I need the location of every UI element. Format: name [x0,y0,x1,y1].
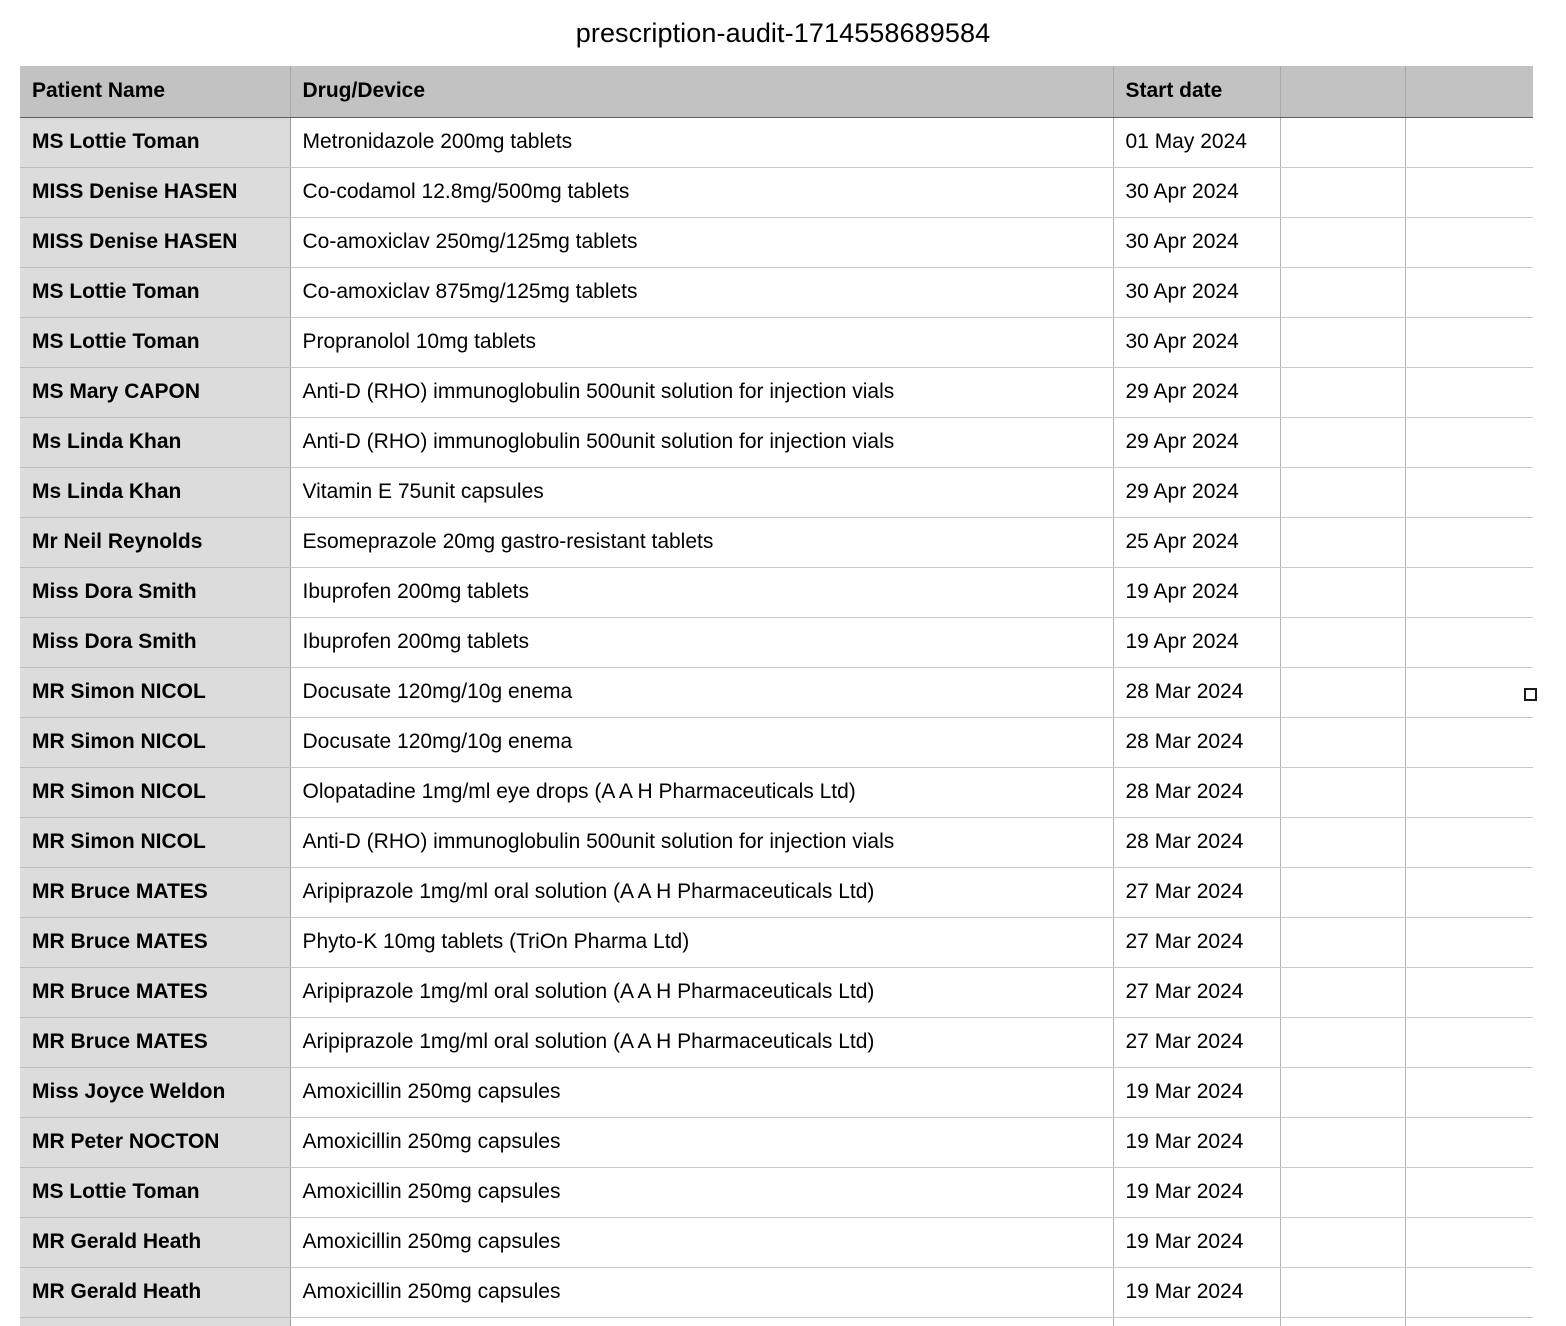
cell-blank-1[interactable] [1280,867,1405,917]
cell-blank-2[interactable] [1405,367,1533,417]
cell-blank-1[interactable] [1280,217,1405,267]
cell-start-date[interactable]: 27 Mar 2024 [1113,867,1280,917]
table-row[interactable] [20,767,1533,817]
table-row[interactable] [20,617,1533,667]
table-row[interactable] [20,967,1533,1017]
cell-start-date[interactable]: 19 Apr 2024 [1113,617,1280,667]
cell-blank-1[interactable] [1280,1017,1405,1067]
cell-blank-1[interactable] [1280,267,1405,317]
table-row[interactable] [20,817,1533,867]
cell-drug-device[interactable]: Amoxicillin 250mg capsules [290,1217,1113,1267]
table-row[interactable] [20,317,1533,367]
table-row[interactable] [20,1317,1533,1326]
cell-drug-device[interactable]: Phyto-K 10mg tablets (TriOn Pharma Ltd) [290,917,1113,967]
cell-drug-device[interactable]: Docusate 120mg/10g enema [290,717,1113,767]
cell-drug-device[interactable]: Co-codamol 12.8mg/500mg tablets [290,167,1113,217]
cell-patient-name[interactable]: MR Gerald Heath [20,1267,290,1317]
cell-blank-1[interactable] [1280,1167,1405,1217]
cell-start-date[interactable]: 19 Mar 2024 [1113,1167,1280,1217]
cell-start-date[interactable]: 30 Apr 2024 [1113,267,1280,317]
prescription-audit-table [20,66,1533,1326]
cell-blank-2[interactable] [1405,717,1533,767]
column-header-blank-2[interactable] [1405,66,1533,117]
cell-start-date[interactable]: 29 Apr 2024 [1113,367,1280,417]
cell-blank-1[interactable] [1280,717,1405,767]
cell-blank-2[interactable] [1405,1067,1533,1117]
cell-blank-2[interactable] [1405,1117,1533,1167]
table-row[interactable] [20,117,1533,167]
cell-start-date[interactable]: 29 Apr 2024 [1113,417,1280,467]
cell-blank-1[interactable] [1280,1317,1405,1326]
cell-start-date[interactable]: 19 Mar 2024 [1113,1117,1280,1167]
cell-blank-2[interactable] [1405,517,1533,567]
cell-drug-device[interactable]: Amoxicillin 250mg capsules [290,1067,1113,1117]
cell-patient-name[interactable] [20,1317,290,1326]
cell-drug-device[interactable]: Anti-D (RHO) immunoglobulin 500unit solution for injection vials [290,417,1113,467]
cell-drug-device[interactable]: Amoxicillin 250mg capsules [290,1267,1113,1317]
cell-drug-device[interactable]: Anti-D (RHO) immunoglobulin 500unit solution for injection vials [290,817,1113,867]
cell-patient-name[interactable]: MS Lottie Toman [20,1167,290,1217]
cell-patient-name[interactable]: MR Bruce MATES [20,917,290,967]
cell-start-date[interactable]: 30 Apr 2024 [1113,167,1280,217]
cell-blank-2[interactable] [1405,567,1533,617]
cell-drug-device[interactable]: Ibuprofen 200mg tablets [290,617,1113,667]
cell-start-date[interactable]: 19 Mar 2024 [1113,1217,1280,1267]
cell-start-date[interactable]: 27 Mar 2024 [1113,1017,1280,1067]
table-header-row [20,66,1533,117]
cell-start-date[interactable]: 30 Apr 2024 [1113,317,1280,367]
cell-patient-name[interactable]: MR Bruce MATES [20,867,290,917]
cell-patient-name[interactable]: MR Bruce MATES [20,967,290,1017]
cell-patient-name[interactable]: MISS Denise HASEN [20,167,290,217]
table-row[interactable] [20,417,1533,467]
table-row[interactable] [20,1167,1533,1217]
cell-drug-device[interactable]: Anti-D (RHO) immunoglobulin 500unit solution for injection vials [290,367,1113,417]
cell-blank-1[interactable] [1280,117,1405,167]
cell-patient-name[interactable]: MR Simon NICOL [20,717,290,767]
cell-blank-1[interactable] [1280,167,1405,217]
cell-blank-1[interactable] [1280,417,1405,467]
cell-patient-name[interactable]: MR Bruce MATES [20,1017,290,1067]
cell-blank-2[interactable] [1405,267,1533,317]
table-row[interactable] [20,167,1533,217]
table-header [20,66,1533,117]
cell-patient-name[interactable]: MR Simon NICOL [20,817,290,867]
cell-start-date[interactable]: 19 Mar 2024 [1113,1067,1280,1117]
cell-blank-1[interactable] [1280,1067,1405,1117]
cell-blank-2[interactable] [1405,217,1533,267]
table-row[interactable] [20,1217,1533,1267]
cell-drug-device[interactable]: Metronidazole 200mg tablets [290,117,1113,167]
cell-blank-2[interactable] [1405,317,1533,367]
cell-blank-2[interactable] [1405,617,1533,667]
cell-blank-2[interactable] [1405,1217,1533,1267]
cell-drug-device[interactable]: Propranolol 10mg tablets [290,317,1113,367]
cell-drug-device[interactable]: Aripiprazole 1mg/ml oral solution (A A H Pharmaceuticals Ltd) [290,867,1113,917]
cell-start-date[interactable]: 01 May 2024 [1113,117,1280,167]
cell-blank-1[interactable] [1280,917,1405,967]
cell-drug-device[interactable]: Esomeprazole 20mg gastro-resistant tablets [290,517,1113,567]
cell-blank-1[interactable] [1280,367,1405,417]
cell-patient-name[interactable]: MS Lottie Toman [20,117,290,167]
cell-blank-2[interactable] [1405,867,1533,917]
cell-blank-1[interactable] [1280,467,1405,517]
cell-blank-2[interactable] [1405,667,1533,717]
cell-blank-2[interactable] [1405,417,1533,467]
column-header-patient-name[interactable]: Patient Name [20,66,290,117]
table-row[interactable] [20,367,1533,417]
cell-patient-name[interactable]: MR Simon NICOL [20,667,290,717]
cell-drug-device[interactable]: Docusate 120mg/10g enema [290,667,1113,717]
prescription-audit-table-container [20,66,1533,1326]
cell-drug-device[interactable]: Amoxicillin 250mg capsules [290,1117,1113,1167]
cell-blank-2[interactable] [1405,817,1533,867]
cell-blank-2[interactable] [1405,1267,1533,1317]
table-row[interactable] [20,1067,1533,1117]
cell-start-date[interactable]: 28 Mar 2024 [1113,717,1280,767]
cell-blank-2[interactable] [1405,467,1533,517]
cell-patient-name[interactable]: Miss Dora Smith [20,617,290,667]
column-header-start-date[interactable]: Start date [1113,66,1280,117]
cell-start-date[interactable]: 28 Mar 2024 [1113,817,1280,867]
cell-blank-2[interactable] [1405,117,1533,167]
cell-blank-1[interactable] [1280,617,1405,667]
cell-blank-1[interactable] [1280,817,1405,867]
cell-start-date[interactable]: 27 Mar 2024 [1113,917,1280,967]
table-row[interactable] [20,217,1533,267]
cell-start-date[interactable]: 28 Mar 2024 [1113,667,1280,717]
table-row[interactable] [20,517,1533,567]
page-title: prescription-audit-1714558689584 [575,18,991,48]
cell-start-date[interactable]: 19 Apr 2024 [1113,567,1280,617]
cell-drug-device[interactable]: Aripiprazole 1mg/ml oral solution (A A H Pharmaceuticals Ltd) [290,967,1113,1017]
cell-start-date[interactable]: 19 Mar 2024 [1113,1267,1280,1317]
column-header-blank-1[interactable] [1280,66,1405,117]
cell-drug-device[interactable]: Ibuprofen 200mg tablets [290,567,1113,617]
table-row[interactable] [20,867,1533,917]
cell-start-date[interactable]: 29 Apr 2024 [1113,467,1280,517]
cell-patient-name[interactable]: Miss Joyce Weldon [20,1067,290,1117]
cell-drug-device[interactable]: Co-amoxiclav 250mg/125mg tablets [290,217,1113,267]
cell-patient-name[interactable]: Ms Linda Khan [20,467,290,517]
cell-blank-2[interactable] [1405,917,1533,967]
cell-blank-1[interactable] [1280,967,1405,1017]
cell-drug-device[interactable]: Aripiprazole 1mg/ml oral solution (A A H Pharmaceuticals Ltd) [290,1017,1113,1067]
cell-blank-2[interactable] [1405,167,1533,217]
table-row[interactable] [20,467,1533,517]
cell-start-date[interactable] [1113,1317,1280,1326]
cell-patient-name[interactable]: MR Gerald Heath [20,1217,290,1267]
cell-drug-device[interactable]: Co-amoxiclav 875mg/125mg tablets [290,267,1113,317]
cell-start-date[interactable]: 25 Apr 2024 [1113,517,1280,567]
cell-blank-1[interactable] [1280,1217,1405,1267]
table-row[interactable] [20,567,1533,617]
cell-blank-1[interactable] [1280,517,1405,567]
cell-patient-name[interactable]: Miss Dora Smith [20,567,290,617]
cell-patient-name[interactable]: Ms Linda Khan [20,417,290,467]
cell-selection-resize-handle[interactable] [1524,688,1537,701]
cell-blank-1[interactable] [1280,767,1405,817]
table-body [20,117,1533,1326]
table-row[interactable] [20,1117,1533,1167]
cell-blank-1[interactable] [1280,1117,1405,1167]
cell-blank-2[interactable] [1405,1317,1533,1326]
table-row[interactable] [20,1017,1533,1067]
cell-blank-1[interactable] [1280,317,1405,367]
table-row[interactable] [20,667,1533,717]
cell-blank-2[interactable] [1405,767,1533,817]
cell-start-date[interactable]: 27 Mar 2024 [1113,967,1280,1017]
cell-patient-name[interactable]: MS Lottie Toman [20,317,290,367]
cell-blank-1[interactable] [1280,1267,1405,1317]
column-header-drug-device[interactable]: Drug/Device [290,66,1113,117]
cell-drug-device[interactable]: Olopatadine 1mg/ml eye drops (A A H Pharmaceuticals Ltd) [290,767,1113,817]
cell-drug-device[interactable]: Amoxicillin 250mg capsules [290,1167,1113,1217]
cell-blank-2[interactable] [1405,1017,1533,1067]
cell-patient-name[interactable]: MS Mary CAPON [20,367,290,417]
cell-patient-name[interactable]: MR Peter NOCTON [20,1117,290,1167]
cell-patient-name[interactable]: MISS Denise HASEN [20,217,290,267]
table-row[interactable] [20,717,1533,767]
cell-start-date[interactable]: 28 Mar 2024 [1113,767,1280,817]
table-row[interactable] [20,267,1533,317]
cell-drug-device[interactable] [290,1317,1113,1326]
cell-blank-2[interactable] [1405,967,1533,1017]
table-row[interactable] [20,917,1533,967]
cell-start-date[interactable]: 30 Apr 2024 [1113,217,1280,267]
cell-patient-name[interactable]: MR Simon NICOL [20,767,290,817]
table-row[interactable] [20,1267,1533,1317]
cell-blank-1[interactable] [1280,667,1405,717]
cell-blank-1[interactable] [1280,567,1405,617]
cell-patient-name[interactable]: Mr Neil Reynolds [20,517,290,567]
cell-patient-name[interactable]: MS Lottie Toman [20,267,290,317]
cell-blank-2[interactable] [1405,1167,1533,1217]
cell-drug-device[interactable]: Vitamin E 75unit capsules [290,467,1113,517]
